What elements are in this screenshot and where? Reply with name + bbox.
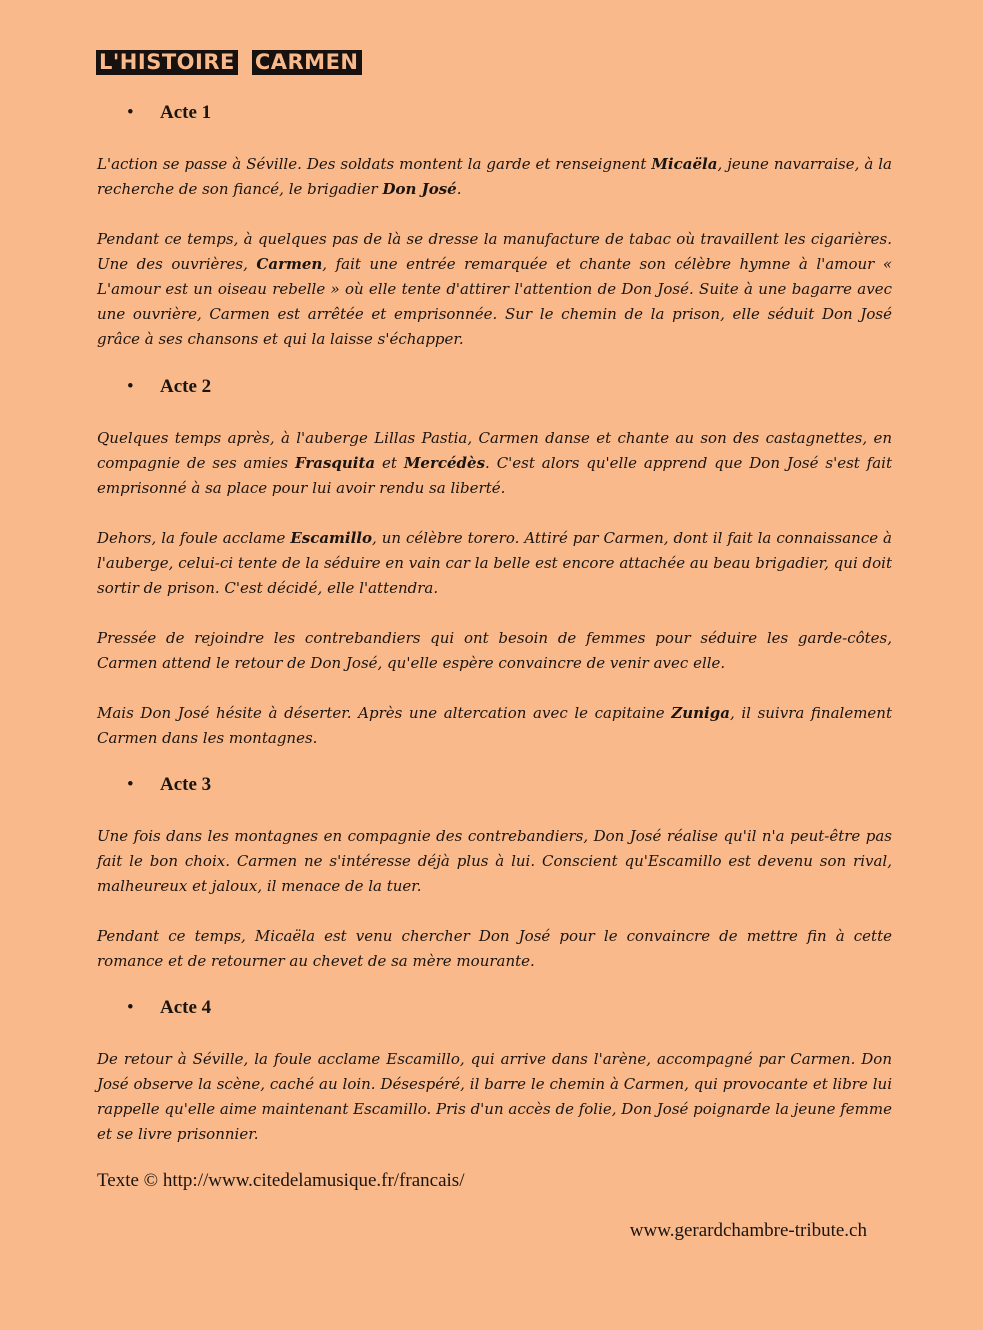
bullet-icon: • (127, 376, 134, 397)
paragraph-9: De retour à Séville, la foule acclame Escamillo, qui arrive dans l'arène, accompagné par Carmen. Don José observe la scène, caché au loin. Désespéré, il barre le chemin à Carmen, qui provocante et libre lui rappelle qu'elle aime maintenant Escamillo. Pris d'un accès de folie, Don José poignarde la jeune femme et se livre prisonnier. (97, 1050, 892, 1143)
text-credit: Texte © http://www.citedelamusique.fr/francais/ (97, 1170, 465, 1191)
bullet-icon: • (127, 102, 134, 123)
paragraph-3: Quelques temps après, à l'auberge Lillas Pastia, Carmen danse et chante au son des castagnettes, en compagnie de ses amies Frasquita et Mercédès. C'est alors qu'elle apprend que Don José s'est fait emprisonné à sa place pour lui avoir rendu sa liberté. (97, 429, 892, 497)
title-word-carmen: CARMEN (252, 50, 362, 75)
act-heading-2 (127, 376, 211, 398)
paragraph-8: Pendant ce temps, Micaëla est venu chercher Don José pour le convaincre de mettre fin à cette romance et de retourner au chevet de sa mère mourante. (97, 927, 892, 970)
act-heading-label: Acte 1 (160, 102, 212, 123)
act-heading-1 (127, 102, 211, 124)
paragraph-4: Dehors, la foule acclame Escamillo, un célèbre torero. Attiré par Carmen, dont il fait la connaissance à l'auberge, celui-ci tente de la séduire en vain car la belle est encore attachée au beau brigadier, qui doit sortir de prison. C'est décidé, elle l'attendra. (97, 529, 893, 597)
act-heading-label: Acte 4 (160, 997, 212, 1018)
paragraph-5: Pressée de rejoindre les contrebandiers qui ont besoin de femmes pour séduire les garde-côtes, Carmen attend le retour de Don José, qu'elle espère convaincre de venir avec elle. (97, 629, 892, 672)
act-heading-label: Acte 3 (160, 774, 212, 795)
paragraph-7: Une fois dans les montagnes en compagnie des contrebandiers, Don José réalise qu'il n'a peut-être pas fait le bon choix. Carmen ne s'intéresse déjà plus à lui. Conscient qu'Escamillo est devenu son rival, malheureux et jaloux, il menace de la tuer. (97, 827, 892, 895)
paragraph-2: Pendant ce temps, à quelques pas de là se dresse la manufacture de tabac où travaillent les cigarières. Une des ouvrières, Carmen, fait une entrée remarquée et chante son célèbre hymne à l'amour « L'amour est un oiseau rebelle » où elle tente d'attirer l'attention de Don José. Suite à une bagarre avec une ouvrière, Carmen est arrêtée et emprisonnée. Sur le chemin de la prison, elle séduit Don José grâce à ses chansons et qui la laisse s'échapper. (97, 230, 892, 348)
bullet-icon: • (127, 774, 134, 795)
act-heading-label: Acte 2 (160, 376, 212, 397)
bullet-icon: • (127, 997, 134, 1018)
act-heading-3 (127, 774, 211, 796)
document-title (96, 50, 362, 75)
paragraph-6: Mais Don José hésite à déserter. Après une altercation avec le capitaine Zuniga, il suivra finalement Carmen dans les montagnes. (97, 704, 892, 747)
website-url: www.gerardchambre-tribute.ch (629, 1220, 867, 1241)
act-heading-4 (127, 997, 211, 1019)
title-word-histoire: L'HISTOIRE (96, 50, 238, 75)
paragraph-1: L'action se passe à Séville. Des soldats montent la garde et renseignent Micaëla, jeune navarraise, à la recherche de son fiancé, le brigadier Don José. (97, 155, 892, 198)
